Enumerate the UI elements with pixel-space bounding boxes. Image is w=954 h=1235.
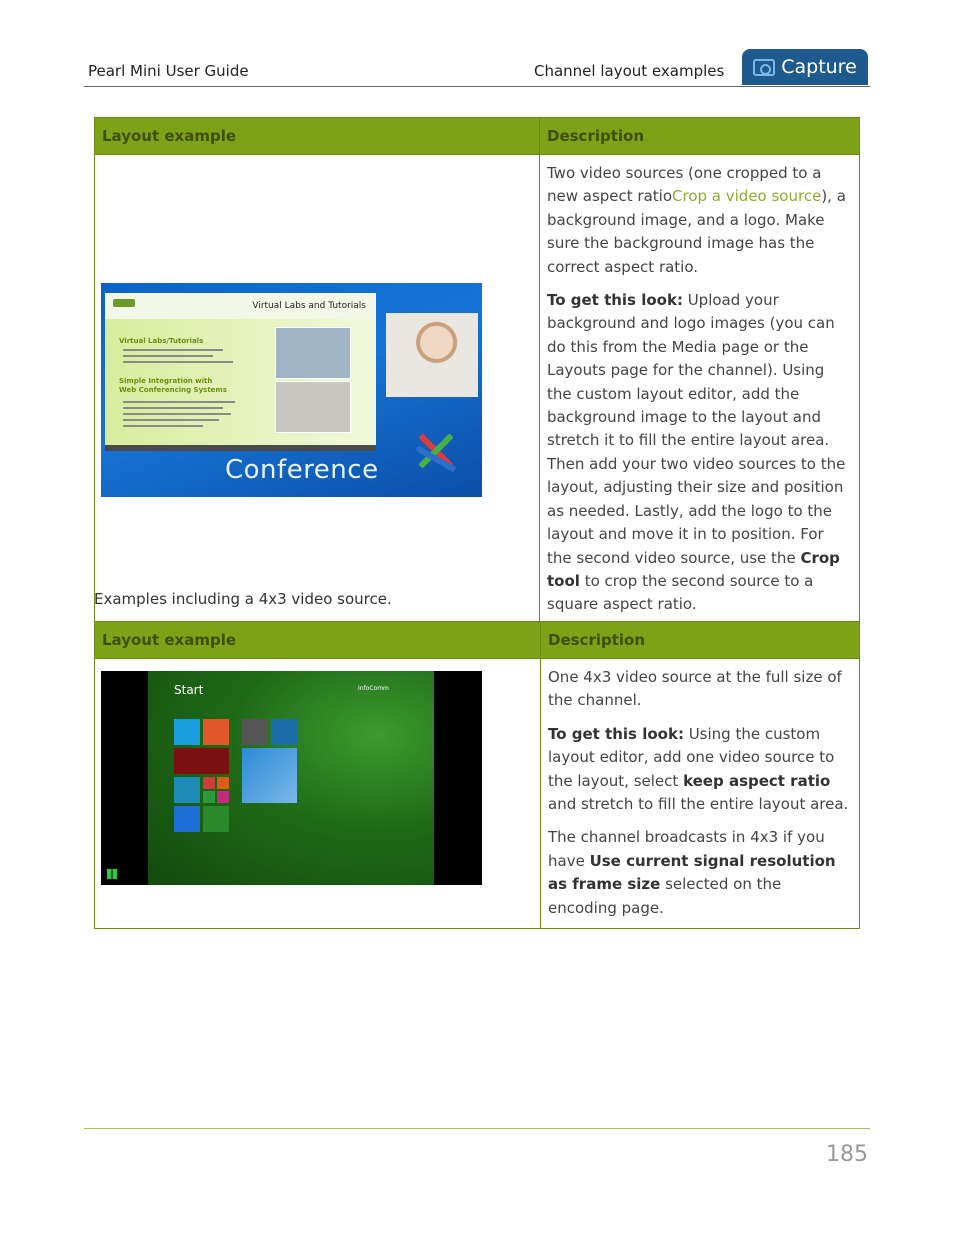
table1-desc-p1: Two video sources (one cropped to a new aspect ratioCrop a video source), a background image, and a logo. Make sure the background image has the correct aspect ratio. bbox=[547, 164, 846, 276]
slide-heading-2: Simple Integration with Web Conferencing Systems bbox=[119, 376, 227, 394]
windows-start-screen-image bbox=[101, 671, 482, 885]
section-title: Channel layout examples bbox=[534, 62, 725, 80]
weather-tile bbox=[242, 748, 297, 803]
table2-image-cell bbox=[95, 659, 541, 929]
capture-badge-label: Capture bbox=[781, 56, 857, 78]
chrome-tile bbox=[203, 806, 229, 832]
guide-title: Pearl Mini User Guide bbox=[88, 62, 249, 80]
table1-description bbox=[540, 155, 860, 626]
presenter-video bbox=[386, 313, 478, 397]
camera-icon bbox=[753, 59, 775, 76]
layout-table-2 bbox=[94, 621, 860, 929]
office-tile bbox=[242, 719, 268, 745]
conference-layout-image bbox=[101, 283, 482, 497]
ie-tile bbox=[174, 806, 200, 832]
slide-heading: Virtual Labs/Tutorials bbox=[119, 336, 204, 345]
photo-tile bbox=[174, 748, 229, 774]
skype-tile bbox=[174, 719, 200, 745]
slide-logo bbox=[113, 299, 135, 307]
page-number: 185 bbox=[826, 1142, 868, 1167]
table2-desc-p2: To get this look: Using the custom layout editor, add one video source to the layout, select keep aspect ratio and stretch to fill the entire layout area. bbox=[548, 724, 849, 814]
start-label: Start bbox=[174, 683, 204, 697]
slide-title: Virtual Labs and Tutorials bbox=[252, 300, 366, 311]
table1-header-description: Description bbox=[540, 118, 860, 155]
capture-badge bbox=[742, 49, 868, 85]
user-label: InfoComm bbox=[358, 685, 389, 692]
slide-preview bbox=[105, 293, 376, 451]
table2-header-layout: Layout example bbox=[95, 622, 541, 659]
table2-header-description: Description bbox=[541, 622, 860, 659]
windows-logo-icon bbox=[107, 869, 117, 879]
desktop-tile bbox=[174, 777, 200, 803]
lab-photo-2 bbox=[275, 381, 351, 433]
table2-desc-p1: One 4x3 video source at the full size of the channel. bbox=[548, 668, 842, 710]
table1-desc-p2: To get this look: Upload your background and logo images (you can do this from the Media page or the Layouts page for the channel). Using the custom layout editor, add the background image to the layout and stretch it to fill the entire layout area. Then add your two video sources to the layout, adjusting their size and position as needed. Lastly, add the logo to the layout and move it in to position. For the second video source, use the Crop tool to crop the second source to a square aspect ratio. bbox=[547, 291, 846, 614]
footer-divider bbox=[84, 1128, 870, 1129]
lab-photo bbox=[275, 327, 351, 379]
logo-icon bbox=[413, 428, 459, 474]
people-tile bbox=[203, 719, 229, 745]
header-divider bbox=[84, 86, 870, 87]
table1-image-cell bbox=[95, 155, 540, 626]
layout-table-1 bbox=[94, 117, 860, 626]
examples-caption: Examples including a 4x3 video source. bbox=[94, 590, 392, 608]
conference-caption: Conference bbox=[225, 454, 379, 485]
crop-video-source-link[interactable]: Crop a video source bbox=[672, 187, 822, 206]
table2-desc-p3: The channel broadcasts in 4x3 if you have Use current signal resolution as frame size selected on the encoding page. bbox=[548, 828, 836, 917]
table1-header-layout: Layout example bbox=[95, 118, 540, 155]
monitor-tile bbox=[271, 719, 297, 745]
table2-description bbox=[541, 659, 860, 929]
